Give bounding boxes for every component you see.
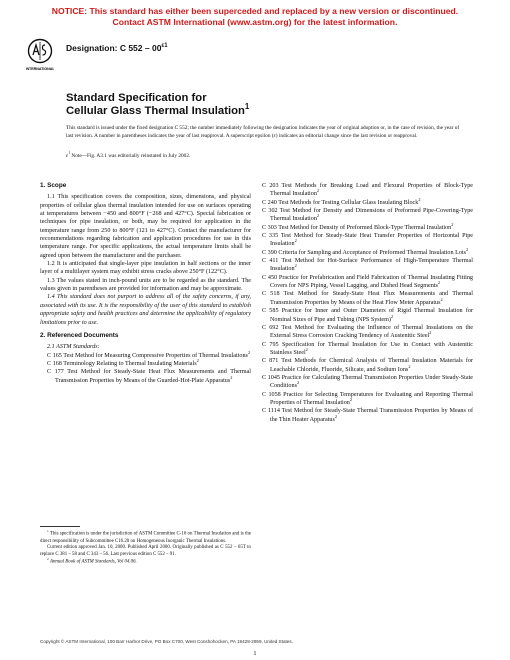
left-column bbox=[40, 182, 251, 385]
right-column bbox=[262, 182, 473, 424]
reference-item: C 871 Test Methods for Chemical Analysis of Thermal Insulation Materials for Leachable Chloride, Fluoride, Silicate, and Sodium Ions$^2$ bbox=[262, 358, 473, 373]
reference-item: C 168 Terminology Relating to Thermal Insulating Materials$^2$ bbox=[47, 357, 199, 367]
astm-logo bbox=[26, 38, 54, 78]
editorial-note: $\varepsilon^1$ Note—Fig. A3.1 was editorially reinstated in July 2002. bbox=[66, 151, 191, 159]
notice-line-1: NOTICE: This standard has either been superceded and replaced by a new version or discontinued. bbox=[51, 6, 459, 16]
paragraph-1-3: 1.3 The values stated in inch-pound units are to be regarded as the standard. The values given in parentheses are provided for information and may be approximate. bbox=[40, 277, 251, 293]
footnotes bbox=[40, 531, 251, 567]
reference-item: C 177 Test Method for Steady-State Heat Flux Measurements and Thermal Transmission Properties by Means of the Guarded-Hot-Plate Apparatus$^2$ bbox=[47, 369, 251, 384]
reference-item: C 390 Criteria for Sampling and Acceptance of Preformed Thermal Insulation Lots$^2$ bbox=[262, 246, 469, 256]
reference-item: C 302 Test Method for Density and Dimensions of Preformed Pipe-Covering-Type Thermal Insulation$^2$ bbox=[262, 208, 473, 223]
paragraph-1-1: 1.1 This specification covers the composition, sizes, dimensions, and physical properties of cellular glass thermal insulation intended for use on surfaces operating at temperatures between −450 and 800°F (−268 and 427°C). Special fabrication or techniques for pipe insulation, or both, may be required for application in the temperature range from 250 to 800°F (121 to 427°C). Contact the manufacturer for recommendations regarding fabrication and application procedures for use in this temperature range. For specific applications, the actual temperature limits shall be agreed upon between the manufacturer and the purchaser. bbox=[40, 194, 251, 259]
section-heading-scope: 1. Scope bbox=[40, 182, 67, 189]
section-heading-references: 2. Referenced Documents bbox=[40, 331, 119, 339]
reference-item: C 692 Test Method for Evaluating the Influence of Thermal Insulations on the External Stress Corrosion Cracking Tendency of Austenitic Steel$^2$ bbox=[262, 324, 473, 340]
logo-text: INTERNATIONAL bbox=[26, 67, 54, 71]
notice-line-2: Contact ASTM International (www.astm.org) for the latest information. bbox=[112, 17, 398, 27]
page-title: Standard Specification for Cellular Glass Thermal Insulation$^1$ bbox=[66, 92, 250, 117]
intro-paragraph: This standard is issued under the fixed designation C 552; the number immediately following the designation indicates the year of original adoption or, in the case of revision, the year of last revision. A number in parentheses indicates the year of last reapproval. A superscript epsilon (ε) indicates an editorial change since the last revision or reapproval. bbox=[66, 125, 460, 139]
reference-item: C 1114 Test Method for Steady-State Thermal Transmission Properties by Means of the Thin Heater Apparatus$^2$ bbox=[262, 408, 473, 423]
footnote-2: $^2$ Annual Book of ASTM Standards, Vol 04.06. bbox=[47, 557, 137, 565]
reference-item: C 411 Test Method for Hot-Surface Performance of High-Temperature Thermal Insulation$^2$ bbox=[262, 258, 473, 273]
reference-item: C 518 Test Method for Steady-State Heat Flux Measurements and Thermal Transmission Properties by Means of the Heat Flow Meter Apparatus$^2$ bbox=[262, 291, 473, 306]
copyright-line: Copyright © ASTM International, 100 Barr Harbor Drive, PO Box C700, West Conshohocken, PA 19428-2959, United States. bbox=[40, 639, 293, 644]
page-number: 1 bbox=[253, 650, 257, 657]
supersede-notice bbox=[0, 6, 510, 28]
reference-item: C 1058 Practice for Selecting Temperatures for Evaluating and Reporting Thermal Properties of Thermal Insulation$^2$ bbox=[262, 391, 473, 406]
reference-item: C 240 Test Methods for Testing Cellular Glass Insulating Block$^2$ bbox=[262, 196, 421, 206]
paragraph-1-2: 1.2 It is anticipated that single-layer pipe insulation in half sections or the inner layer of a multilayer system may exhibit stress cracks above 250°F (122°C). bbox=[40, 261, 251, 276]
reference-list-left bbox=[40, 349, 251, 385]
reference-item: C 795 Specification for Thermal Insulation for Use in Contact with Austenitic Stainless Steel$^2$ bbox=[262, 341, 473, 356]
reference-item: C 203 Test Methods for Breaking Load and Flexural Properties of Block-Type Thermal Insulation$^2$ bbox=[262, 183, 473, 198]
reference-item: C 1045 Practice for Calculating Thermal Transmission Properties Under Steady-State Conditions$^2$ bbox=[262, 374, 473, 390]
reference-item: C 303 Test Method for Density of Preformed Block-Type Thermal Insulation$^2$ bbox=[262, 221, 454, 231]
footnote-1: $^1$ This specification is under the jurisdiction of ASTM Committee C-16 on Thermal Insulation and is the direct responsibility of Subcommittee C16.20 on Homogeneous Inorganic Thermal Insulations. bbox=[40, 529, 251, 544]
footnote-divider bbox=[40, 526, 80, 527]
astm-standards-label: 2.1 ASTM Standards: bbox=[47, 344, 100, 351]
reference-item: C 335 Test Method for Steady-State Heat Transfer Properties of Horizontal Pipe Insulation$^2$ bbox=[262, 233, 473, 248]
footnote-1-edition: Current edition approved Jan. 10, 2000. Published April 2000. Originally published as C 552 – 65T to replace C 381 – 58 and C 343 – 56. Last previous edition C 552 – 91. bbox=[40, 545, 251, 558]
reference-item: C 165 Test Method for Measuring Compressive Properties of Thermal Insulations$^2$ bbox=[47, 349, 251, 359]
paragraph-1-4: 1.4 This standard does not purport to address all of the safety concerns, if any, associated with its use. It is the responsibility of the user of this standard to establish appropriate safety and health practices and determine the applicability of regulatory limitations prior to use. bbox=[40, 294, 251, 326]
reference-item: C 585 Practice for Inner and Outer Diameters of Rigid Thermal Insulation for Nominal Sizes of Pipe and Tubing (NPS System)$^2$ bbox=[262, 308, 473, 323]
designation: Designation: C $552 - 00^{\varepsilon 1}$ bbox=[66, 43, 168, 53]
reference-item: C 450 Practice for Prefabrication and Field Fabrication of Thermal Insulating Fitting Covers for NPS Piping, Vessel Lagging, and Dished Head Segments$^2$ bbox=[262, 274, 473, 290]
